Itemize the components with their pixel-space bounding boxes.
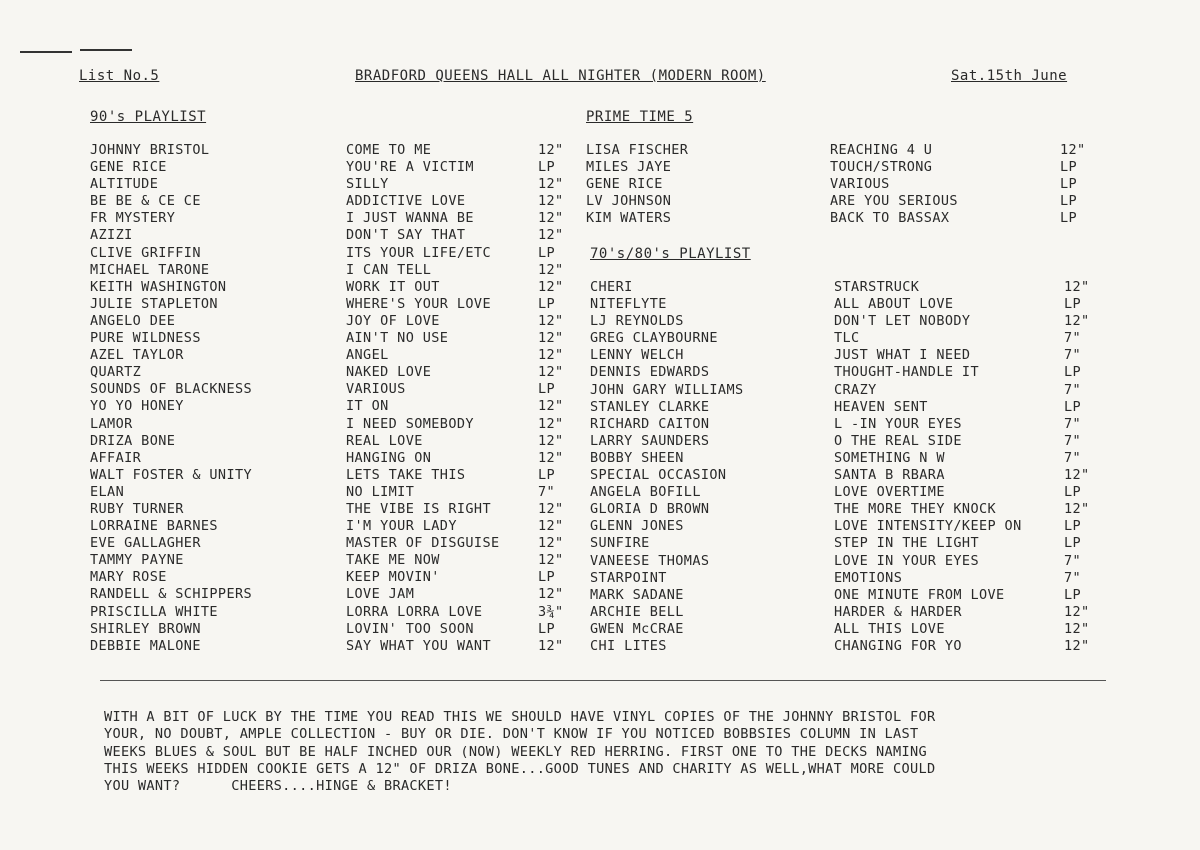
track-artist: WALT FOSTER & UNITY: [90, 466, 253, 483]
track-format: 12": [538, 193, 564, 210]
track-artist: JULIE STAPLETON: [90, 295, 218, 312]
track-artist: MILES JAYE: [586, 159, 672, 176]
track-format: LP: [538, 466, 556, 483]
track-format: 12": [538, 227, 564, 244]
track-artist: TAMMY PAYNE: [90, 552, 184, 569]
track-title: LOVIN' TOO SOON: [346, 620, 474, 637]
divider-line: [100, 680, 1106, 681]
track-title: ALL THIS LOVE: [834, 620, 945, 637]
track-format: LP: [1064, 296, 1082, 313]
track-format: 12": [1064, 313, 1090, 330]
track-artist: DRIZA BONE: [90, 432, 176, 449]
track-artist: GENE RICE: [586, 176, 663, 193]
track-format: 12": [538, 261, 564, 278]
track-artist: LISA FISCHER: [586, 142, 689, 158]
track-format: 12": [1064, 620, 1090, 637]
track-artist: RICHARD CAITON: [590, 415, 710, 432]
track-artist: PRISCILLA WHITE: [90, 603, 218, 620]
track-title: REACHING 4 U: [830, 142, 933, 158]
track-artist: AZEL TAYLOR: [90, 347, 184, 364]
track-title: ITS YOUR LIFE/ETC: [346, 244, 491, 261]
track-artist: CHI LITES: [590, 637, 667, 654]
note-line: WITH A BIT OF LUCK BY THE TIME YOU READ THIS WE SHOULD HAVE VINYL COPIES OF THE JOHNNY BRISTOL FOR: [104, 709, 936, 725]
track-title: ADDICTIVE LOVE: [346, 193, 466, 210]
track-artist: ARCHIE BELL: [590, 603, 684, 620]
track-artist: CLIVE GRIFFIN: [90, 244, 201, 261]
track-artist: KIM WATERS: [586, 210, 672, 227]
track-title: O THE REAL SIDE: [834, 432, 962, 449]
track-artist: PURE WILDNESS: [90, 330, 201, 347]
track-title: LORRA LORRA LOVE: [346, 603, 483, 620]
track-format: LP: [1064, 535, 1082, 552]
track-title: LETS TAKE THIS: [346, 466, 466, 483]
track-artist: ANGELA BOFILL: [590, 484, 701, 501]
track-title: BACK TO BASSAX: [830, 210, 950, 227]
note-line: WEEKS BLUES & SOUL BUT BE HALF INCHED OUR (NOW) WEEKLY RED HERRING. FIRST ONE TO THE DECKS NAMING: [104, 743, 927, 760]
track-title: ARE YOU SERIOUS: [830, 193, 958, 210]
track-format: 12": [538, 415, 564, 432]
track-artist: STARPOINT: [590, 569, 667, 586]
track-title: I'M YOUR LADY: [346, 518, 457, 535]
track-artist: QUARTZ: [90, 364, 142, 381]
track-artist: MICHAEL TARONE: [90, 261, 210, 278]
track-format: 7": [538, 483, 556, 500]
track-artist: LORRAINE BARNES: [90, 518, 218, 535]
track-title: YOU'RE A VICTIM: [346, 159, 474, 176]
track-title: WORK IT OUT: [346, 278, 440, 295]
list-number: List No.5: [79, 68, 160, 84]
track-title: TOUCH/STRONG: [830, 159, 933, 176]
track-artist: MARY ROSE: [90, 569, 167, 586]
track-artist: ANGELO DEE: [90, 312, 176, 329]
track-artist: CHERI: [590, 279, 633, 295]
track-title: JOY OF LOVE: [346, 312, 440, 329]
track-format: 12": [1064, 501, 1090, 518]
track-title: SAY WHAT YOU WANT: [346, 637, 491, 654]
track-title: THE VIBE IS RIGHT: [346, 500, 491, 517]
track-artist: KEITH WASHINGTON: [90, 278, 227, 295]
track-title: I CAN TELL: [346, 261, 432, 278]
track-artist: VANEESE THOMAS: [590, 552, 710, 569]
track-artist: YO YO HONEY: [90, 398, 184, 415]
track-title: CHANGING FOR YO: [834, 637, 962, 654]
track-artist: MARK SADANE: [590, 586, 684, 603]
track-format: LP: [1060, 210, 1078, 227]
track-artist: AZIZI: [90, 227, 133, 244]
track-title: SOMETHING N W: [834, 449, 945, 466]
track-title: AIN'T NO USE: [346, 330, 449, 347]
track-format: 12": [538, 312, 564, 329]
track-title: EMOTIONS: [834, 569, 903, 586]
track-artist: SPECIAL OCCASION: [590, 467, 727, 484]
track-format: 12": [538, 586, 564, 603]
track-format: 12": [538, 330, 564, 347]
track-artist: GLORIA D BROWN: [590, 501, 710, 518]
footer-note: [104, 709, 1104, 795]
track-format: LP: [538, 295, 556, 312]
track-title: NAKED LOVE: [346, 364, 432, 381]
track-format: 12": [538, 535, 564, 552]
track-format: 12": [538, 210, 564, 227]
track-artist: LJ REYNOLDS: [590, 313, 684, 330]
track-format: LP: [1060, 159, 1078, 176]
track-artist: DEBBIE MALONE: [90, 637, 201, 654]
track-artist: GWEN McCRAE: [590, 620, 684, 637]
track-title: LOVE OVERTIME: [834, 484, 945, 501]
track-artist: GLENN JONES: [590, 518, 684, 535]
track-format: 12": [538, 142, 564, 158]
track-title: COME TO ME: [346, 142, 432, 158]
track-title: HEAVEN SENT: [834, 398, 928, 415]
track-format: 7": [1064, 449, 1082, 466]
nineties-playlist-title: 90's PLAYLIST: [90, 109, 207, 125]
track-format: LP: [538, 244, 556, 261]
track-format: 7": [1064, 330, 1082, 347]
track-format: 7": [1064, 347, 1082, 364]
track-artist: EVE GALLAGHER: [90, 535, 201, 552]
track-format: 12": [538, 347, 564, 364]
track-artist: GREG CLAYBOURNE: [590, 330, 718, 347]
track-artist: GENE RICE: [90, 159, 167, 176]
track-title: MASTER OF DISGUISE: [346, 535, 500, 552]
track-format: 12": [1064, 637, 1090, 654]
track-title: NO LIMIT: [346, 483, 415, 500]
prime-time-title: PRIME TIME 5: [586, 109, 694, 125]
track-format: 12": [538, 500, 564, 517]
track-artist: LAMOR: [90, 415, 133, 432]
track-title: LOVE JAM: [346, 586, 415, 603]
track-title: TAKE ME NOW: [346, 552, 440, 569]
track-format: 12": [538, 637, 564, 654]
track-title: LOVE INTENSITY/KEEP ON: [834, 518, 1022, 535]
note-line: THIS WEEKS HIDDEN COOKIE GETS A 12" OF DRIZA BONE...GOOD TUNES AND CHARITY AS WELL,WHAT MORE COULD: [104, 760, 936, 777]
track-format: 12": [538, 449, 564, 466]
track-artist: BOBBY SHEEN: [590, 449, 684, 466]
track-artist: RANDELL & SCHIPPERS: [90, 586, 253, 603]
track-artist: RUBY TURNER: [90, 500, 184, 517]
track-artist: BE BE & CE CE: [90, 193, 201, 210]
track-format: LP: [538, 569, 556, 586]
track-title: IT ON: [346, 398, 389, 415]
track-artist: JOHN GARY WILLIAMS: [590, 381, 744, 398]
track-title: HARDER & HARDER: [834, 603, 962, 620]
track-format: 12": [538, 176, 564, 193]
track-title: VARIOUS: [346, 381, 406, 398]
track-format: 7": [1064, 552, 1082, 569]
track-artist: LENNY WELCH: [590, 347, 684, 364]
track-artist: AFFAIR: [90, 449, 142, 466]
track-format: LP: [538, 159, 556, 176]
track-title: ONE MINUTE FROM LOVE: [834, 586, 1005, 603]
track-title: KEEP MOVIN': [346, 569, 440, 586]
track-title: STEP IN THE LIGHT: [834, 535, 979, 552]
track-format: LP: [1064, 398, 1082, 415]
note-line: YOUR, NO DOUBT, AMPLE COLLECTION - BUY OR DIE. DON'T KNOW IF YOU NOTICED BOBBSIES COLUMN IN LAST: [104, 726, 919, 743]
track-title: I NEED SOMEBODY: [346, 415, 474, 432]
track-title: THE MORE THEY KNOCK: [834, 501, 997, 518]
track-format: 12": [538, 518, 564, 535]
venue-title: BRADFORD QUEENS HALL ALL NIGHTER (MODERN ROOM): [355, 68, 766, 84]
track-format: 7": [1064, 569, 1082, 586]
track-title: VARIOUS: [830, 176, 890, 193]
track-title: L -IN YOUR EYES: [834, 415, 962, 432]
track-artist: FR MYSTERY: [90, 210, 176, 227]
track-format: 3¾": [538, 603, 564, 620]
track-artist: SOUNDS OF BLACKNESS: [90, 381, 253, 398]
seventies-eighties-playlist-title: 70's/80's PLAYLIST: [590, 246, 751, 262]
corner-mark: [20, 51, 72, 53]
track-artist: JOHNNY BRISTOL: [90, 142, 210, 158]
track-title: SILLY: [346, 176, 389, 193]
track-format: 7": [1064, 381, 1082, 398]
track-format: 12": [1064, 603, 1090, 620]
track-format: LP: [1064, 586, 1082, 603]
track-title: JUST WHAT I NEED: [834, 347, 971, 364]
track-format: 12": [1064, 467, 1090, 484]
track-artist: STANLEY CLARKE: [590, 398, 710, 415]
track-artist: LARRY SAUNDERS: [590, 432, 710, 449]
track-title: STARSTRUCK: [834, 279, 920, 295]
track-format: 12": [1060, 142, 1086, 158]
track-format: 12": [538, 552, 564, 569]
track-title: TLC: [834, 330, 860, 347]
track-title: LOVE IN YOUR EYES: [834, 552, 979, 569]
track-artist: NITEFLYTE: [590, 296, 667, 313]
event-date: Sat.15th June: [951, 68, 1068, 84]
track-title: CRAZY: [834, 381, 877, 398]
track-format: LP: [538, 620, 556, 637]
track-format: 12": [538, 432, 564, 449]
track-format: LP: [1064, 364, 1082, 381]
track-artist: LV JOHNSON: [586, 193, 672, 210]
track-title: DON'T LET NOBODY: [834, 313, 971, 330]
track-title: ANGEL: [346, 347, 389, 364]
track-format: LP: [1060, 193, 1078, 210]
track-artist: SHIRLEY BROWN: [90, 620, 201, 637]
track-artist: SUNFIRE: [590, 535, 650, 552]
track-title: ALL ABOUT LOVE: [834, 296, 954, 313]
track-artist: DENNIS EDWARDS: [590, 364, 710, 381]
track-title: HANGING ON: [346, 449, 432, 466]
track-format: LP: [1060, 176, 1078, 193]
track-title: REAL LOVE: [346, 432, 423, 449]
track-artist: ALTITUDE: [90, 176, 159, 193]
track-format: 12": [538, 278, 564, 295]
track-title: DON'T SAY THAT: [346, 227, 466, 244]
track-title: SANTA B RBARA: [834, 467, 945, 484]
track-format: LP: [1064, 518, 1082, 535]
track-title: THOUGHT-HANDLE IT: [834, 364, 979, 381]
track-format: 12": [1064, 279, 1090, 295]
corner-mark: [80, 49, 132, 51]
track-title: I JUST WANNA BE: [346, 210, 474, 227]
track-format: 7": [1064, 432, 1082, 449]
track-format: LP: [1064, 484, 1082, 501]
track-format: 12": [538, 364, 564, 381]
track-format: 7": [1064, 415, 1082, 432]
track-title: WHERE'S YOUR LOVE: [346, 295, 491, 312]
track-format: 12": [538, 398, 564, 415]
note-line: YOU WANT? CHEERS....HINGE & BRACKET!: [104, 778, 452, 795]
track-artist: ELAN: [90, 483, 125, 500]
track-format: LP: [538, 381, 556, 398]
